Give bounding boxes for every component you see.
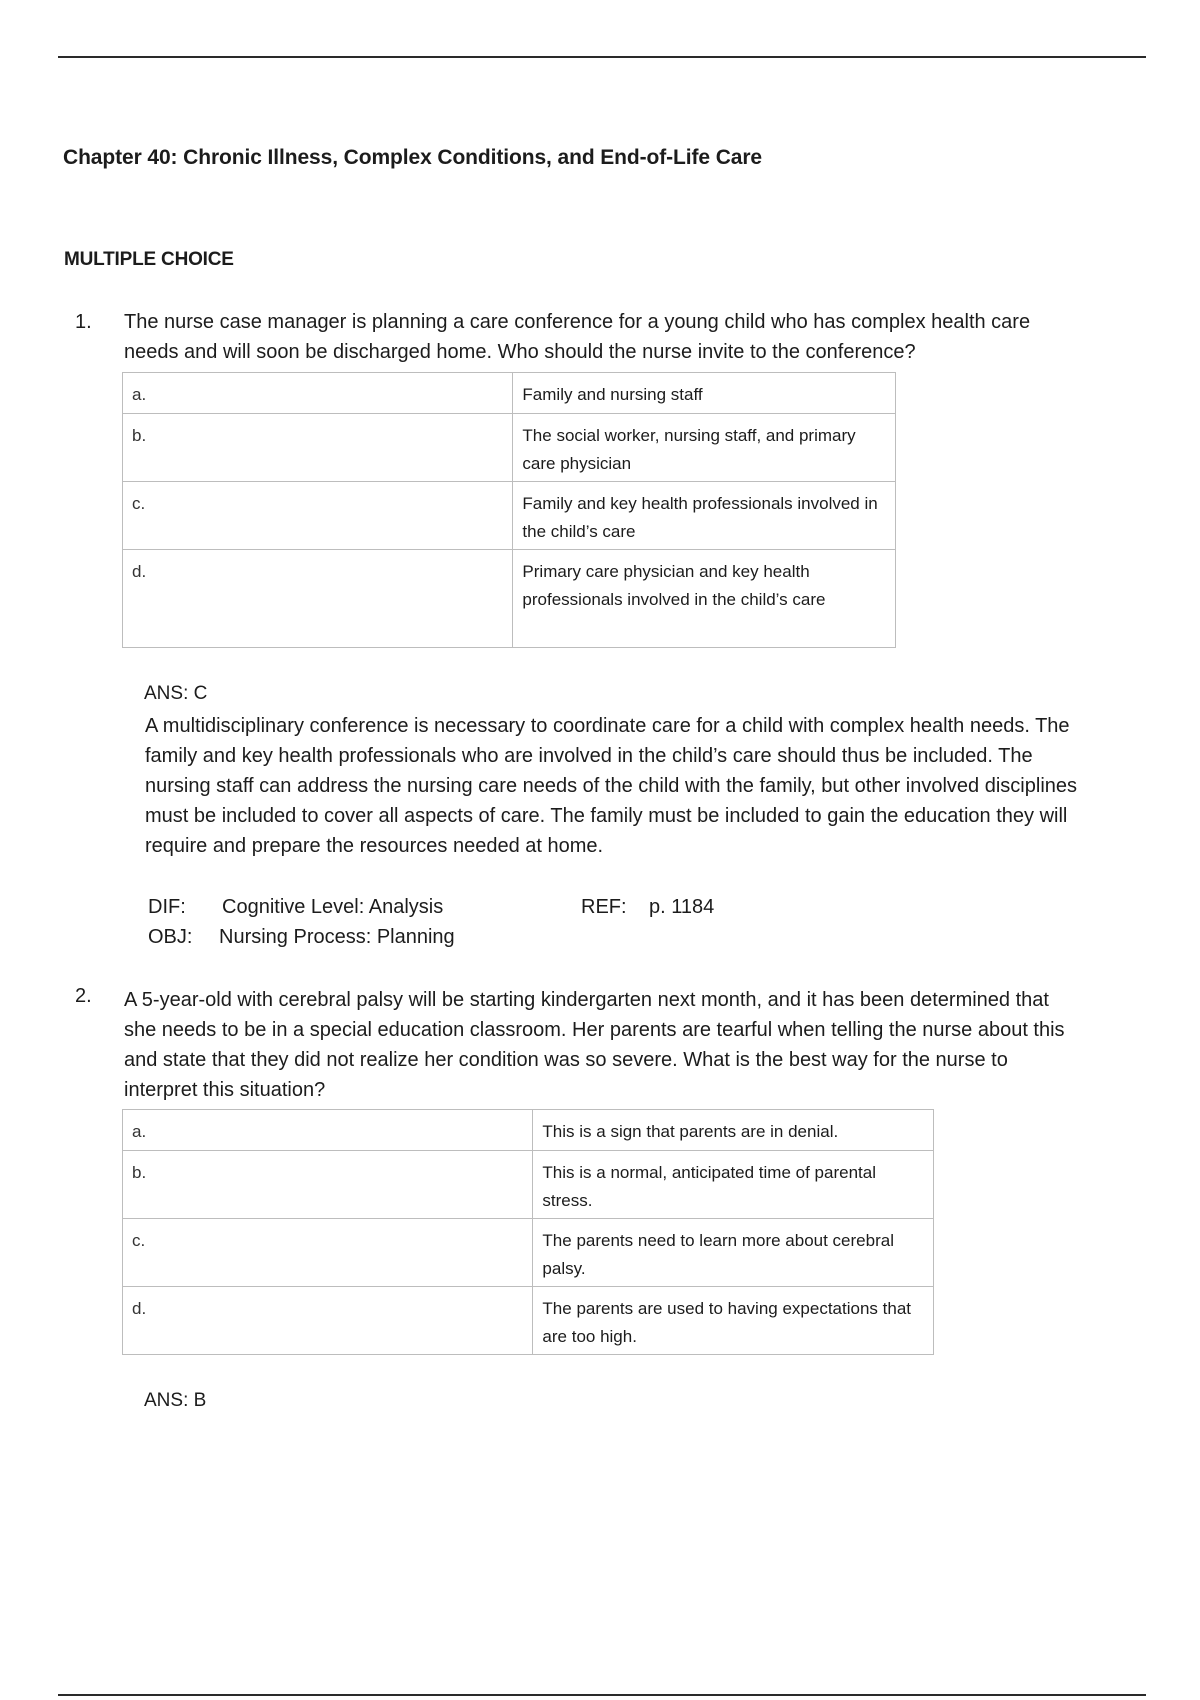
question-2-number: 2. [75, 985, 92, 1007]
choice-text: Family and nursing staff [513, 373, 896, 414]
choice-row [123, 550, 896, 648]
dif-value: Cognitive Level: Analysis [222, 896, 444, 918]
choice-row [123, 1287, 934, 1355]
question-2-choices [122, 1109, 934, 1355]
choice-text: The parents are used to having expectations that are too high. [533, 1287, 934, 1355]
question-1-number: 1. [75, 311, 92, 333]
choice-row [123, 1110, 934, 1151]
ref-label: REF: [581, 896, 627, 918]
choice-row [123, 414, 896, 482]
choice-letter: b. [123, 1151, 533, 1219]
obj-label: OBJ: [148, 926, 193, 948]
choice-letter: d. [123, 550, 513, 648]
question-1-choices [122, 372, 896, 648]
obj-value: Nursing Process: Planning [219, 926, 455, 948]
choice-text: This is a sign that parents are in denial. [533, 1110, 934, 1151]
choice-row [123, 482, 896, 550]
choice-text: The parents need to learn more about cerebral palsy. [533, 1219, 934, 1287]
question-2-stem: A 5-year-old with cerebral palsy will be starting kindergarten next month, and it has been determined that she needs to be in a special education classroom. Her parents are tearful when telling the nurse about this and state that they did not realize her condition was so severe. What is the best way for the nurse to interpret this situation? [124, 989, 1065, 1101]
choice-text: Family and key health professionals involved in the child’s care [513, 482, 896, 550]
choice-letter: a. [123, 373, 513, 414]
choice-text: The social worker, nursing staff, and primary care physician [513, 414, 896, 482]
bottom-rule [58, 1694, 1146, 1696]
section-title: MULTIPLE CHOICE [64, 249, 234, 270]
dif-label: DIF: [148, 896, 186, 918]
choice-text: This is a normal, anticipated time of parental stress. [533, 1151, 934, 1219]
choice-letter: c. [123, 1219, 533, 1287]
ref-value: p. 1184 [649, 896, 715, 918]
choice-letter: a. [123, 1110, 533, 1151]
choice-row [123, 1151, 934, 1219]
choice-row [123, 1219, 934, 1287]
choice-letter: d. [123, 1287, 533, 1355]
question-1-metadata [148, 892, 848, 954]
top-rule [58, 56, 1146, 58]
choice-letter: c. [123, 482, 513, 550]
question-1-rationale: A multidisciplinary conference is necessary to coordinate care for a child with complex health needs. The family and key health professionals who are involved in the child’s care should thus be included. The nursing staff can address the nursing care needs of the child with the family, but other involved disciplines must be included to cover all aspects of care. The family must be included to gain the education they will require and prepare the resources needed at home. [145, 715, 1078, 857]
choice-letter: b. [123, 414, 513, 482]
question-1-stem: The nurse case manager is planning a care conference for a young child who has complex health care needs and will soon be discharged home. Who should the nurse invite to the conference? [124, 311, 1031, 363]
choice-row [123, 373, 896, 414]
chapter-title: Chapter 40: Chronic Illness, Complex Conditions, and End-of-Life Care [63, 146, 763, 169]
choice-text: Primary care physician and key health professionals involved in the child’s care [513, 550, 896, 648]
question-2-answer: ANS: B [144, 1390, 207, 1411]
question-1-answer: ANS: C [144, 683, 208, 704]
